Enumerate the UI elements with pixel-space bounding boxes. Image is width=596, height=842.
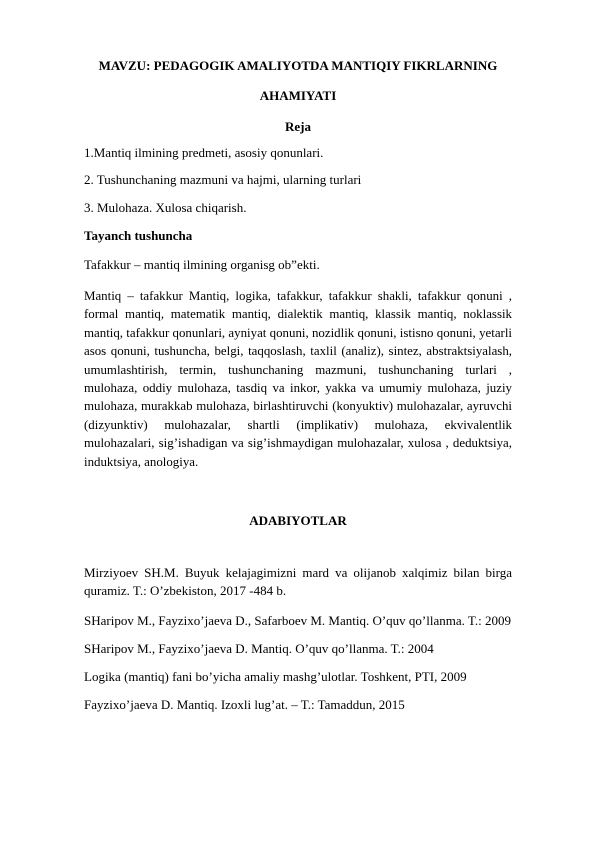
key-concepts-paragraph: Mantiq – tafakkur Mantiq, logika, tafakkur, tafakkur shakli, tafakkur qonuni , formal mantiq, matematik mantiq, dialektik mantiq, klassik mantiq, noklassik mantiq, tafakkur qonunlari, ayniyat qonuni, nozidlik qonuni, istisno qonuni, yetarli asos qonuni, tushuncha, belgi, taqqoslash, taxlil (analiz), sintez, abstraktsiyalash, umumlashtirish, termin, tushunchaning mazmuni, tushunchaning turlari , mulohaza, oddiy mulohaza, tasdiq va inkor, yakka va umumiy mulohaza, juziy mulohaza, murakkab mulohaza, birlashtiruvchi (konyuktiv) mulohazalar, ayruvchi (dizyunktiv) mulohazalar, shartli (implikativ) mulohaza, ekvivalentlik mulohazalari, sig’ishadigan va sig’ishmaydigan mulohazalar, xulosa , deduktsiya, induktsiya, anologiya. [84, 289, 512, 469]
plan-item: 3. Mulohaza. Xulosa chiqarish. [84, 200, 247, 215]
plan-heading: Reja [285, 119, 311, 134]
references-heading: ADABIYOTLAR [249, 513, 347, 528]
key-concepts-line: Tafakkur – mantiq ilmining organisg ob”ekti. [84, 257, 320, 272]
plan-item: 1.Mantiq ilmining predmeti, asosiy qonunlari. [84, 145, 324, 160]
reference-item: Mirziyoev SH.M. Buyuk kelajagimizni mard va olijanob xalqimiz bilan birga quramiz. T.: O’zbekiston, 2017 -484 b. [84, 565, 512, 599]
reference-item: Logika (mantiq) fani bo’yicha amaliy mashg’ulotlar. Toshkent, PTI, 2009 [84, 669, 467, 684]
title-line-1: MAVZU: PEDAGOGIK AMALIYOTDA MANTIQIY FIKRLARNING [98, 58, 498, 73]
key-concepts-heading: Tayanch tushuncha [84, 228, 193, 243]
title-line-2: AHAMIYATI [259, 88, 337, 103]
reference-item: SHaripov M., Fayzixo’jaeva D. Mantiq. O’quv qo’llanma. T.: 2004 [84, 641, 434, 656]
reference-item: SHaripov M., Fayzixo’jaeva D., Safarboev M. Mantiq. O’quv qo’llanma. T.: 2009 [84, 613, 511, 628]
plan-item: 2. Tushunchaning mazmuni va hajmi, ularning turlari [84, 172, 362, 187]
reference-item: Fayzixo’jaeva D. Mantiq. Izoxli lug’at. – T.: Tamaddun, 2015 [84, 697, 405, 712]
